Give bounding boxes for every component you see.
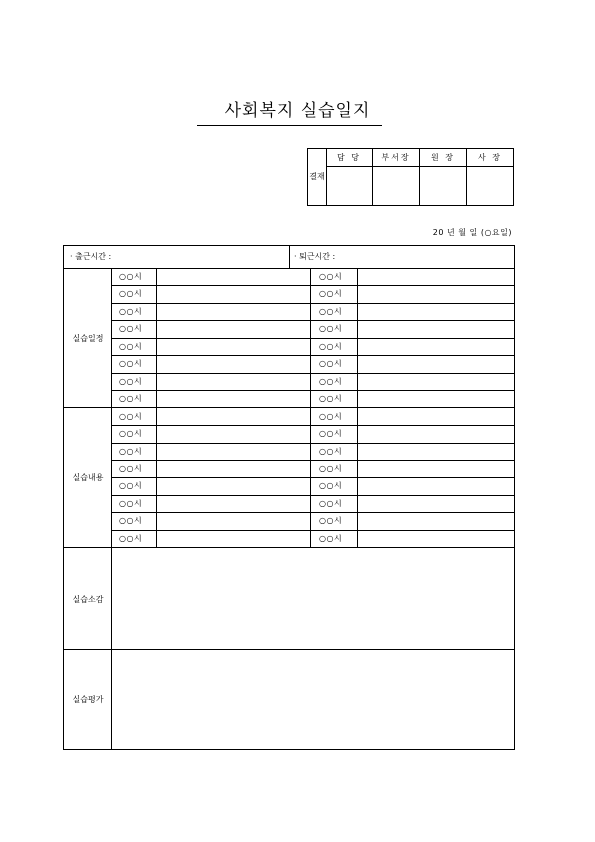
row-rule <box>111 373 514 374</box>
time-slot-label: ○○시 <box>119 306 143 316</box>
time-slot-label: ○○시 <box>319 272 343 281</box>
clock-in-label: · 출근시간 : <box>70 252 112 261</box>
time-slot-label: ○○시 <box>319 481 343 491</box>
row-rule <box>111 425 514 426</box>
time-slot-label: ○○시 <box>319 394 343 404</box>
time-slot-label: ○○시 <box>119 324 143 334</box>
time-slot-label: ○○시 <box>319 463 343 473</box>
label-column-divider <box>111 268 112 749</box>
evaluation-label: 실습평가 <box>72 695 104 704</box>
section-rule <box>64 547 514 548</box>
row-rule <box>111 460 514 461</box>
time-slot-label: ○○시 <box>119 446 143 456</box>
time-slot-label: ○○시 <box>119 376 143 386</box>
time-slot-label: ○○시 <box>119 481 143 491</box>
row-rule <box>111 495 514 496</box>
row-rule <box>111 530 514 531</box>
time-slot-label: ○○시 <box>119 359 143 369</box>
approval-side-char: 재 <box>317 172 325 181</box>
time-slot-label: ○○시 <box>319 324 343 334</box>
time-slot-label: ○○시 <box>319 446 343 456</box>
approval-header: 담 당 <box>326 149 372 167</box>
header-divider <box>289 246 290 268</box>
time-slot-label: ○○시 <box>319 498 343 508</box>
time-slot-label: ○○시 <box>319 306 343 316</box>
slot-divider <box>357 268 358 547</box>
row-rule <box>111 303 514 304</box>
time-slot-label: ○○시 <box>319 533 343 543</box>
time-slot-label: ○○시 <box>319 289 343 299</box>
row-rule <box>111 443 514 444</box>
approval-side-label <box>308 149 327 205</box>
row-rule <box>111 390 514 391</box>
time-slot-label: ○○시 <box>319 516 343 526</box>
schedule-label: 실습일정 <box>72 334 104 343</box>
approval-column <box>326 149 373 205</box>
time-slot-label: ○○시 <box>119 341 143 351</box>
approval-box <box>307 148 514 206</box>
log-table <box>63 245 515 750</box>
time-slot-label: ○○시 <box>119 289 143 299</box>
time-slot-label: ○○시 <box>119 429 143 439</box>
time-slot-label: ○○시 <box>319 429 343 439</box>
time-slot-label: ○○시 <box>119 516 143 526</box>
time-slot-label: ○○시 <box>119 411 143 421</box>
approval-column <box>420 149 467 205</box>
date-line: 20 년 월 일 (○요일) <box>432 228 512 237</box>
time-slot-label: ○○시 <box>319 341 343 351</box>
row-rule <box>111 285 514 286</box>
time-slot-label: ○○시 <box>319 359 343 369</box>
row-rule <box>111 477 514 478</box>
time-slot-label: ○○시 <box>119 272 143 281</box>
approval-header: 원 장 <box>420 149 466 167</box>
time-slot-label: ○○시 <box>319 376 343 386</box>
time-slot-label: ○○시 <box>319 411 343 421</box>
time-slot-label: ○○시 <box>119 463 143 473</box>
approval-side-char: 결 <box>309 172 317 181</box>
content-label: 실습내용 <box>72 473 104 482</box>
row-rule <box>111 355 514 356</box>
row-rule <box>111 338 514 339</box>
column-divider <box>310 268 311 547</box>
time-slot-label: ○○시 <box>119 533 143 543</box>
approval-column <box>467 149 513 205</box>
page-title: 사회복지 실습일지 <box>224 101 371 121</box>
title-underline <box>197 125 382 126</box>
row-rule <box>111 320 514 321</box>
impression-label: 실습소감 <box>72 595 104 604</box>
approval-column <box>373 149 420 205</box>
section-rule <box>64 649 514 650</box>
slot-divider <box>156 268 157 547</box>
approval-header: 사 장 <box>467 149 513 167</box>
time-slot-label: ○○시 <box>119 498 143 508</box>
row-rule <box>111 512 514 513</box>
clock-out-label: · 퇴근시간 : <box>294 252 336 261</box>
time-slot-label: ○○시 <box>119 394 143 404</box>
approval-header: 부서장 <box>373 149 419 167</box>
